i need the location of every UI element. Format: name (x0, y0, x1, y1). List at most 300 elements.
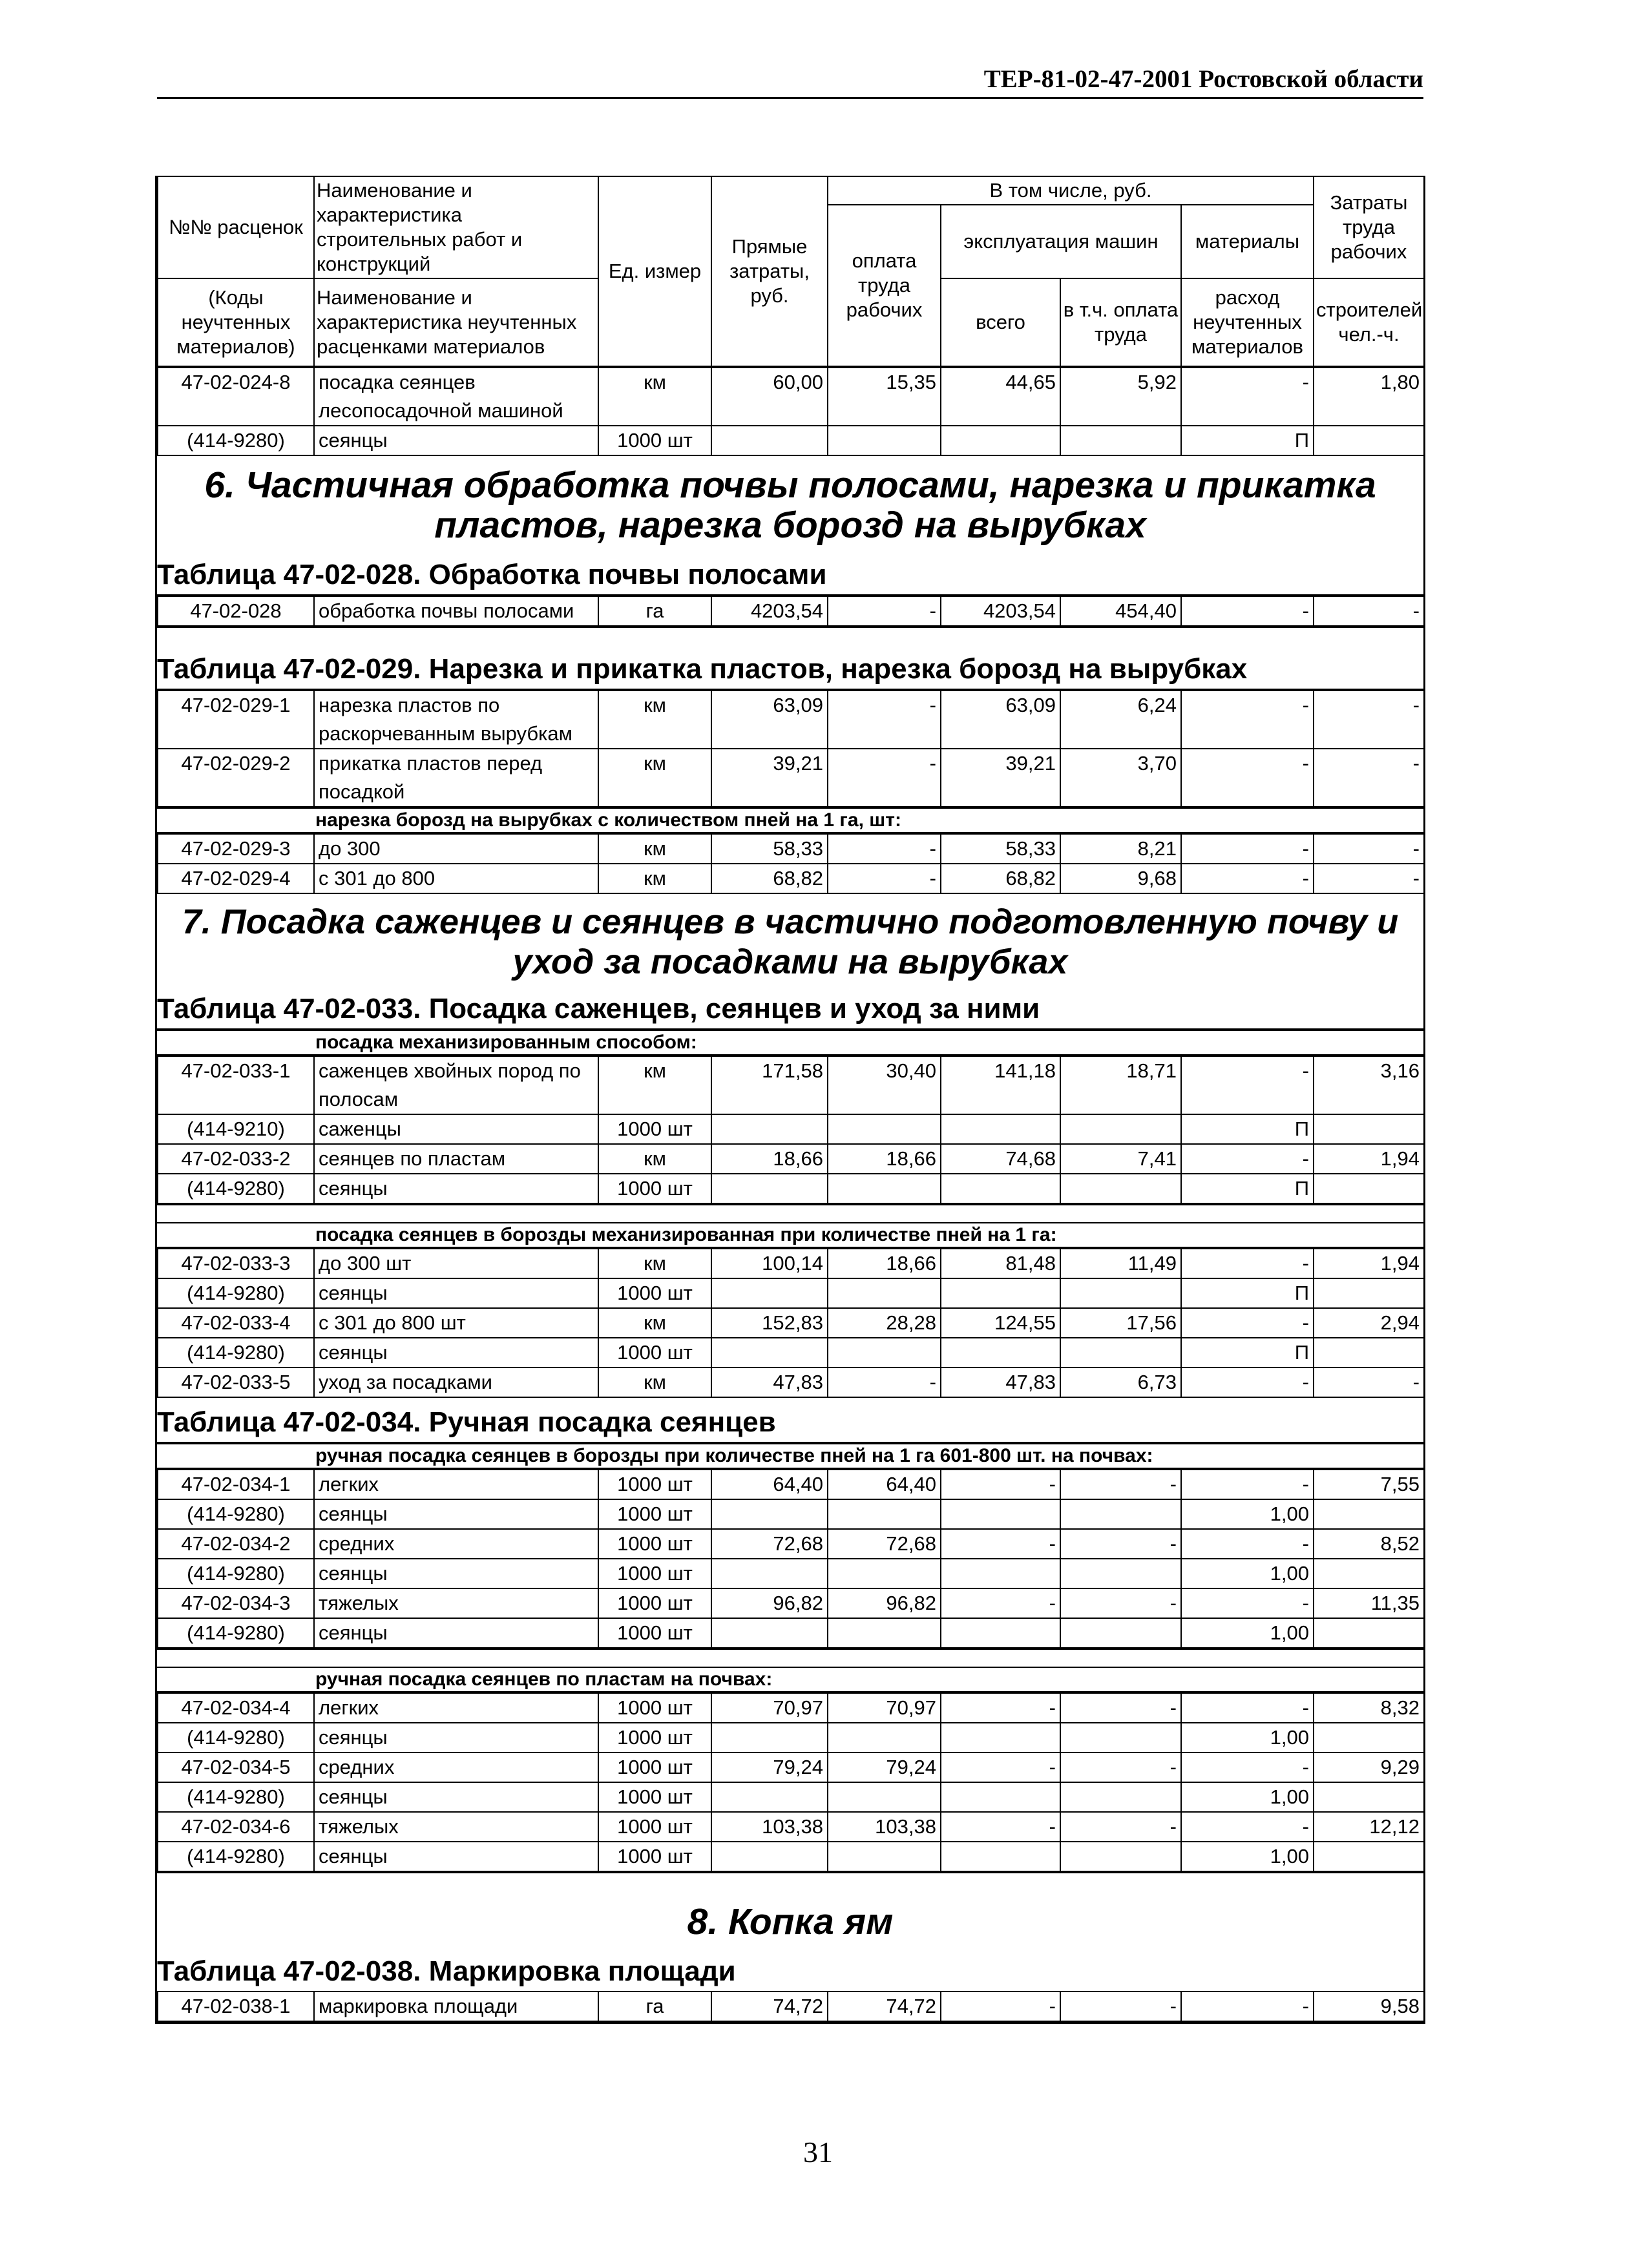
cell-mach (941, 1338, 1060, 1368)
table-033-title: Таблица 47-02-033. Посадка саженцев, сеянцев и уход за ними (157, 984, 1423, 1030)
cell-mach-labor: 6,24 (1060, 691, 1181, 749)
cell-labor (828, 1618, 941, 1648)
cell-direct (711, 1723, 828, 1753)
cell-unit: 1000 шт (598, 1559, 711, 1588)
cell-labor (828, 1559, 941, 1588)
cell-code: 47-02-038-1 (158, 1992, 314, 2021)
header-labor-builders: строителей чел.-ч. (1314, 278, 1424, 366)
cell-direct (711, 1174, 828, 1203)
cell-mach: 58,33 (941, 834, 1060, 864)
cell-direct: 58,33 (711, 834, 828, 864)
spacer (157, 1872, 1423, 1902)
table-row (158, 596, 1424, 626)
table-033-subheading-2 (157, 1222, 1423, 1248)
table-row (158, 1559, 1424, 1588)
cell-hours (1314, 1114, 1424, 1144)
table-row (158, 1174, 1424, 1203)
cell-mat: - (1181, 1588, 1314, 1618)
cell-labor: 72,68 (828, 1529, 941, 1559)
cell-code: 47-02-033-4 (158, 1308, 314, 1338)
cell-hours: - (1314, 749, 1424, 807)
table-029-body-2 (157, 833, 1423, 894)
cell-direct (711, 1618, 828, 1648)
cell-code: (414-9280) (158, 1278, 314, 1308)
cell-mach (941, 1723, 1060, 1753)
table-row (158, 1278, 1424, 1308)
header-unit: Ед. измер (598, 176, 711, 366)
rates-table (157, 1692, 1425, 1872)
cell-mach: - (941, 1812, 1060, 1842)
table-034-body-1 (157, 1469, 1423, 1649)
cell-code: 47-02-028 (158, 596, 314, 626)
cell-mach-labor: - (1060, 1693, 1181, 1723)
cell-name: с 301 до 800 (314, 864, 598, 893)
table-row (158, 1782, 1424, 1812)
cell-labor: - (828, 1368, 941, 1397)
cell-code: 47-02-034-5 (158, 1753, 314, 1782)
header-machines-total: всего (941, 278, 1060, 366)
cell-direct: 171,58 (711, 1056, 828, 1114)
cell-mach: 74,68 (941, 1144, 1060, 1174)
cell-name: посадка сеянцев лесопосадочной машиной (314, 368, 598, 426)
cell-hours: 11,35 (1314, 1588, 1424, 1618)
cell-name: легких (314, 1693, 598, 1723)
cell-mach-labor (1060, 1499, 1181, 1529)
cell-unit: 1000 шт (598, 1588, 711, 1618)
rates-table (157, 1469, 1425, 1649)
table-029-body (157, 690, 1423, 807)
cell-direct (711, 1338, 828, 1368)
cell-mach-labor: 8,21 (1060, 834, 1181, 864)
cell-labor: 18,66 (828, 1249, 941, 1278)
cell-hours: 3,16 (1314, 1056, 1424, 1114)
cell-code: 47-02-034-4 (158, 1693, 314, 1723)
cell-code: (414-9280) (158, 1782, 314, 1812)
cell-name: уход за посадками (314, 1368, 598, 1397)
rates-table (157, 1056, 1425, 1204)
cell-mat: - (1181, 864, 1314, 893)
cell-direct: 63,09 (711, 691, 828, 749)
cell-mat: - (1181, 1249, 1314, 1278)
cell-code: 47-02-029-2 (158, 749, 314, 807)
table-row (158, 368, 1424, 426)
cell-mat: 1,00 (1181, 1782, 1314, 1812)
cell-labor: - (828, 596, 941, 626)
spacer (157, 1204, 1423, 1222)
cell-hours (1314, 1618, 1424, 1648)
cell-hours: 9,29 (1314, 1753, 1424, 1782)
cell-unit: км (598, 1249, 711, 1278)
cell-unit: км (598, 1144, 711, 1174)
rates-table (157, 596, 1425, 627)
table-row (158, 1812, 1424, 1842)
spacer (157, 627, 1423, 645)
cell-hours (1314, 1559, 1424, 1588)
table-row (158, 1753, 1424, 1782)
cell-code: 47-02-034-2 (158, 1529, 314, 1559)
cell-mat: - (1181, 1056, 1314, 1114)
table-row (158, 1992, 1424, 2021)
cell-direct: 72,68 (711, 1529, 828, 1559)
cell-unit: га (598, 1992, 711, 2021)
cell-name: саженцев хвойных пород по полосам (314, 1056, 598, 1114)
cell-direct: 79,24 (711, 1753, 828, 1782)
table-029-subheading (157, 807, 1423, 833)
cell-hours: - (1314, 1368, 1424, 1397)
cell-mach-labor (1060, 1842, 1181, 1871)
section-7-title: 7. Посадка саженцев и сеянцев в частично подготовленную почву и уход за посадками на вырубках (182, 902, 1399, 981)
rates-frame (155, 176, 1425, 2024)
cell-mach-labor: 9,68 (1060, 864, 1181, 893)
table-034-subheading-1 (157, 1443, 1423, 1469)
cell-mach-labor: - (1060, 1812, 1181, 1842)
rates-table (157, 690, 1425, 807)
cell-direct: 64,40 (711, 1470, 828, 1499)
cell-mach (941, 1278, 1060, 1308)
cell-mach: 44,65 (941, 368, 1060, 426)
table-row (158, 864, 1424, 893)
cell-mach-labor (1060, 426, 1181, 455)
table-033-body-2 (157, 1248, 1423, 1398)
header-materials: материалы (1181, 205, 1314, 278)
cell-mat: - (1181, 1368, 1314, 1397)
cell-name: средних (314, 1529, 598, 1559)
cell-mach-labor (1060, 1338, 1181, 1368)
top-rows-block (157, 367, 1423, 456)
table-row (158, 1499, 1424, 1529)
cell-code: 47-02-033-3 (158, 1249, 314, 1278)
cell-labor (828, 1174, 941, 1203)
cell-mach-labor (1060, 1618, 1181, 1648)
table-row (158, 749, 1424, 807)
header-labor-pay: оплата труда рабочих (828, 205, 941, 366)
table-038-body (157, 1991, 1423, 2022)
cell-name: прикатка пластов перед посадкой (314, 749, 598, 807)
cell-labor (828, 1278, 941, 1308)
cell-direct (711, 1842, 828, 1871)
cell-mach (941, 1842, 1060, 1871)
cell-mach-labor: 11,49 (1060, 1249, 1181, 1278)
cell-code: 47-02-033-5 (158, 1368, 314, 1397)
cell-labor (828, 1723, 941, 1753)
cell-mat: - (1181, 1992, 1314, 2021)
cell-unit: 1000 шт (598, 1499, 711, 1529)
cell-direct: 74,72 (711, 1992, 828, 2021)
cell-labor (828, 426, 941, 455)
cell-mach (941, 1114, 1060, 1144)
cell-name: сеянцы (314, 1618, 598, 1648)
table-row (158, 1693, 1424, 1723)
cell-hours: - (1314, 691, 1424, 749)
cell-unit: 1000 шт (598, 1782, 711, 1812)
table-029-title: Таблица 47-02-029. Нарезка и прикатка пластов, нарезка борозд на вырубках (157, 645, 1423, 690)
cell-labor (828, 1782, 941, 1812)
table-033-body-1 (157, 1056, 1423, 1204)
cell-mat: - (1181, 368, 1314, 426)
cell-mach: 68,82 (941, 864, 1060, 893)
cell-direct: 152,83 (711, 1308, 828, 1338)
cell-unit: км (598, 864, 711, 893)
spacer (157, 1649, 1423, 1667)
cell-labor (828, 1499, 941, 1529)
cell-hours: - (1314, 834, 1424, 864)
cell-direct: 68,82 (711, 864, 828, 893)
cell-hours: 2,94 (1314, 1308, 1424, 1338)
cell-hours: 9,58 (1314, 1992, 1424, 2021)
cell-mach: - (941, 1588, 1060, 1618)
cell-mach-labor: 6,73 (1060, 1368, 1181, 1397)
cell-code: (414-9280) (158, 1842, 314, 1871)
cell-mach (941, 1618, 1060, 1648)
table-row (158, 1308, 1424, 1338)
cell-labor: 103,38 (828, 1812, 941, 1842)
header-direct: Прямые затраты, руб. (711, 176, 828, 366)
table-row (158, 1529, 1424, 1559)
cell-code: (414-9210) (158, 1114, 314, 1144)
cell-mach-labor (1060, 1174, 1181, 1203)
cell-code: (414-9280) (158, 1559, 314, 1588)
rates-table (157, 1991, 1425, 2022)
table-row (158, 691, 1424, 749)
cell-code: (414-9280) (158, 1174, 314, 1203)
cell-mach-labor: 5,92 (1060, 368, 1181, 426)
cell-unit: 1000 шт (598, 1753, 711, 1782)
rates-table (157, 1248, 1425, 1398)
cell-unit: 1000 шт (598, 1174, 711, 1203)
header-rule (157, 97, 1423, 99)
cell-code: 47-02-034-6 (158, 1812, 314, 1842)
cell-mach-labor (1060, 1278, 1181, 1308)
cell-unit: 1000 шт (598, 1618, 711, 1648)
cell-code: 47-02-029-3 (158, 834, 314, 864)
cell-mat: П (1181, 1114, 1314, 1144)
cell-mat: - (1181, 749, 1314, 807)
table-034-subheading-2 (157, 1667, 1423, 1692)
cell-mach (941, 1782, 1060, 1812)
cell-direct (711, 426, 828, 455)
cell-mat: П (1181, 426, 1314, 455)
cell-mat: 1,00 (1181, 1842, 1314, 1871)
cell-hours: - (1314, 864, 1424, 893)
cell-labor (828, 1338, 941, 1368)
cell-mach: - (941, 1992, 1060, 2021)
cell-code: (414-9280) (158, 1499, 314, 1529)
cell-hours (1314, 1723, 1424, 1753)
cell-labor: - (828, 864, 941, 893)
cell-labor: 79,24 (828, 1753, 941, 1782)
section-8-title: 8. Копка ям (687, 1901, 894, 1942)
cell-code: 47-02-034-3 (158, 1588, 314, 1618)
header-code-sub: (Коды неучтенных материалов) (158, 278, 314, 366)
cell-mach: - (941, 1470, 1060, 1499)
page-number: 31 (803, 2136, 833, 2169)
section-6-title: 6. Частичная обработка почвы полосами, нарезка и прикатка пластов, нарезка борозд на вырубках (204, 464, 1376, 546)
cell-unit: км (598, 1056, 711, 1114)
table-header (157, 176, 1425, 367)
cell-mach-labor: - (1060, 1588, 1181, 1618)
cell-name: сеянцы (314, 1278, 598, 1308)
header-incl: В том числе, руб. (828, 176, 1314, 205)
cell-mat: - (1181, 1693, 1314, 1723)
table-034-title: Таблица 47-02-034. Ручная посадка сеянцев (157, 1398, 1423, 1443)
cell-code: (414-9280) (158, 1723, 314, 1753)
cell-hours (1314, 426, 1424, 455)
cell-mach-labor: - (1060, 1470, 1181, 1499)
cell-name: сеянцев по пластам (314, 1144, 598, 1174)
cell-mach-labor: 3,70 (1060, 749, 1181, 807)
cell-mat: - (1181, 691, 1314, 749)
table-row (158, 1056, 1424, 1114)
table-row (158, 1368, 1424, 1397)
cell-hours: 1,94 (1314, 1249, 1424, 1278)
cell-direct: 18,66 (711, 1144, 828, 1174)
cell-unit: км (598, 691, 711, 749)
cell-labor: - (828, 749, 941, 807)
cell-name: сеянцы (314, 1174, 598, 1203)
cell-unit: 1000 шт (598, 1278, 711, 1308)
cell-labor: 30,40 (828, 1056, 941, 1114)
cell-mach-labor: 17,56 (1060, 1308, 1181, 1338)
subheading-text: нарезка борозд на вырубках с количеством пней на 1 га, шт: (157, 808, 1423, 833)
cell-mat: - (1181, 596, 1314, 626)
cell-code: (414-9280) (158, 426, 314, 455)
cell-direct: 60,00 (711, 368, 828, 426)
cell-unit: 1000 шт (598, 1812, 711, 1842)
cell-hours: 12,12 (1314, 1812, 1424, 1842)
cell-labor: - (828, 691, 941, 749)
cell-mach: 63,09 (941, 691, 1060, 749)
cell-hours: 8,32 (1314, 1693, 1424, 1723)
cell-labor: 74,72 (828, 1992, 941, 2021)
cell-code: 47-02-029-1 (158, 691, 314, 749)
cell-mat: - (1181, 1144, 1314, 1174)
cell-hours (1314, 1842, 1424, 1871)
cell-unit: 1000 шт (598, 1693, 711, 1723)
table-033-subheading-1 (157, 1030, 1423, 1056)
cell-unit: 1000 шт (598, 1470, 711, 1499)
cell-code: 47-02-024-8 (158, 368, 314, 426)
cell-unit: км (598, 1308, 711, 1338)
cell-name: с 301 до 800 шт (314, 1308, 598, 1338)
cell-name: тяжелых (314, 1588, 598, 1618)
cell-mach: 4203,54 (941, 596, 1060, 626)
cell-mat: 1,00 (1181, 1723, 1314, 1753)
cell-unit: 1000 шт (598, 1842, 711, 1871)
cell-mat: 1,00 (1181, 1499, 1314, 1529)
table-row (158, 1338, 1424, 1368)
cell-mach-labor (1060, 1559, 1181, 1588)
header-code: №№ расценок (158, 176, 314, 278)
cell-direct: 96,82 (711, 1588, 828, 1618)
cell-code: (414-9280) (158, 1338, 314, 1368)
cell-hours: - (1314, 596, 1424, 626)
cell-mach-labor: 18,71 (1060, 1056, 1181, 1114)
cell-mat: - (1181, 1812, 1314, 1842)
cell-mach: 81,48 (941, 1249, 1060, 1278)
cell-mat: - (1181, 834, 1314, 864)
cell-code: (414-9280) (158, 1618, 314, 1648)
cell-code: 47-02-033-1 (158, 1056, 314, 1114)
cell-labor: - (828, 834, 941, 864)
cell-name: сеянцы (314, 426, 598, 455)
cell-mat: П (1181, 1174, 1314, 1203)
cell-mach: 47,83 (941, 1368, 1060, 1397)
table-028-title: Таблица 47-02-028. Обработка почвы полосами (157, 550, 1423, 596)
table-row (158, 426, 1424, 455)
table-row (158, 1249, 1424, 1278)
cell-name: легких (314, 1470, 598, 1499)
cell-name: сеянцы (314, 1559, 598, 1588)
cell-mach-labor: - (1060, 1753, 1181, 1782)
cell-direct: 100,14 (711, 1249, 828, 1278)
cell-direct (711, 1278, 828, 1308)
cell-name: нарезка пластов по раскорчеванным вырубкам (314, 691, 598, 749)
cell-direct: 70,97 (711, 1693, 828, 1723)
cell-hours (1314, 1782, 1424, 1812)
table-row (158, 1842, 1424, 1871)
header-machines-labor: в т.ч. оплата труда (1060, 278, 1181, 366)
cell-name: маркировка площади (314, 1992, 598, 2021)
table-034-body-2 (157, 1692, 1423, 1872)
header-materials-unacc: расход неучтенных материалов (1181, 278, 1314, 366)
cell-name: до 300 шт (314, 1249, 598, 1278)
cell-unit: км (598, 749, 711, 807)
cell-mach (941, 1499, 1060, 1529)
cell-direct: 39,21 (711, 749, 828, 807)
header-name-sub: Наименование и характеристика неучтенных расценками материалов (314, 278, 598, 366)
cell-code: 47-02-029-4 (158, 864, 314, 893)
cell-labor: 70,97 (828, 1693, 941, 1723)
table-row (158, 1144, 1424, 1174)
cell-mat: П (1181, 1278, 1314, 1308)
cell-code: 47-02-034-1 (158, 1470, 314, 1499)
table-row (158, 1114, 1424, 1144)
header-machines: эксплуатация машин (941, 205, 1181, 278)
table-row (158, 1618, 1424, 1648)
cell-unit: 1000 шт (598, 426, 711, 455)
cell-code: 47-02-033-2 (158, 1144, 314, 1174)
cell-mach-labor: - (1060, 1992, 1181, 2021)
table-row (158, 1723, 1424, 1753)
table-row (158, 834, 1424, 864)
cell-direct: 47,83 (711, 1368, 828, 1397)
cell-mat: - (1181, 1753, 1314, 1782)
table-row (158, 1470, 1424, 1499)
cell-labor: 18,66 (828, 1144, 941, 1174)
table-028-body (157, 596, 1423, 627)
cell-name: средних (314, 1753, 598, 1782)
document-header-title: ТЕР-81-02-47-2001 Ростовской области (983, 65, 1423, 93)
cell-mat: - (1181, 1470, 1314, 1499)
cell-hours (1314, 1338, 1424, 1368)
cell-unit: км (598, 1368, 711, 1397)
cell-name: саженцы (314, 1114, 598, 1144)
cell-hours: 1,80 (1314, 368, 1424, 426)
cell-unit: 1000 шт (598, 1529, 711, 1559)
cell-mach: - (941, 1529, 1060, 1559)
cell-mach: - (941, 1693, 1060, 1723)
cell-mach-labor: 454,40 (1060, 596, 1181, 626)
cell-hours: 1,94 (1314, 1144, 1424, 1174)
cell-direct: 103,38 (711, 1812, 828, 1842)
table-row (158, 1588, 1424, 1618)
cell-mat: 1,00 (1181, 1559, 1314, 1588)
cell-labor: 96,82 (828, 1588, 941, 1618)
cell-hours (1314, 1278, 1424, 1308)
cell-labor: 64,40 (828, 1470, 941, 1499)
cell-unit: 1000 шт (598, 1723, 711, 1753)
cell-name: до 300 (314, 834, 598, 864)
